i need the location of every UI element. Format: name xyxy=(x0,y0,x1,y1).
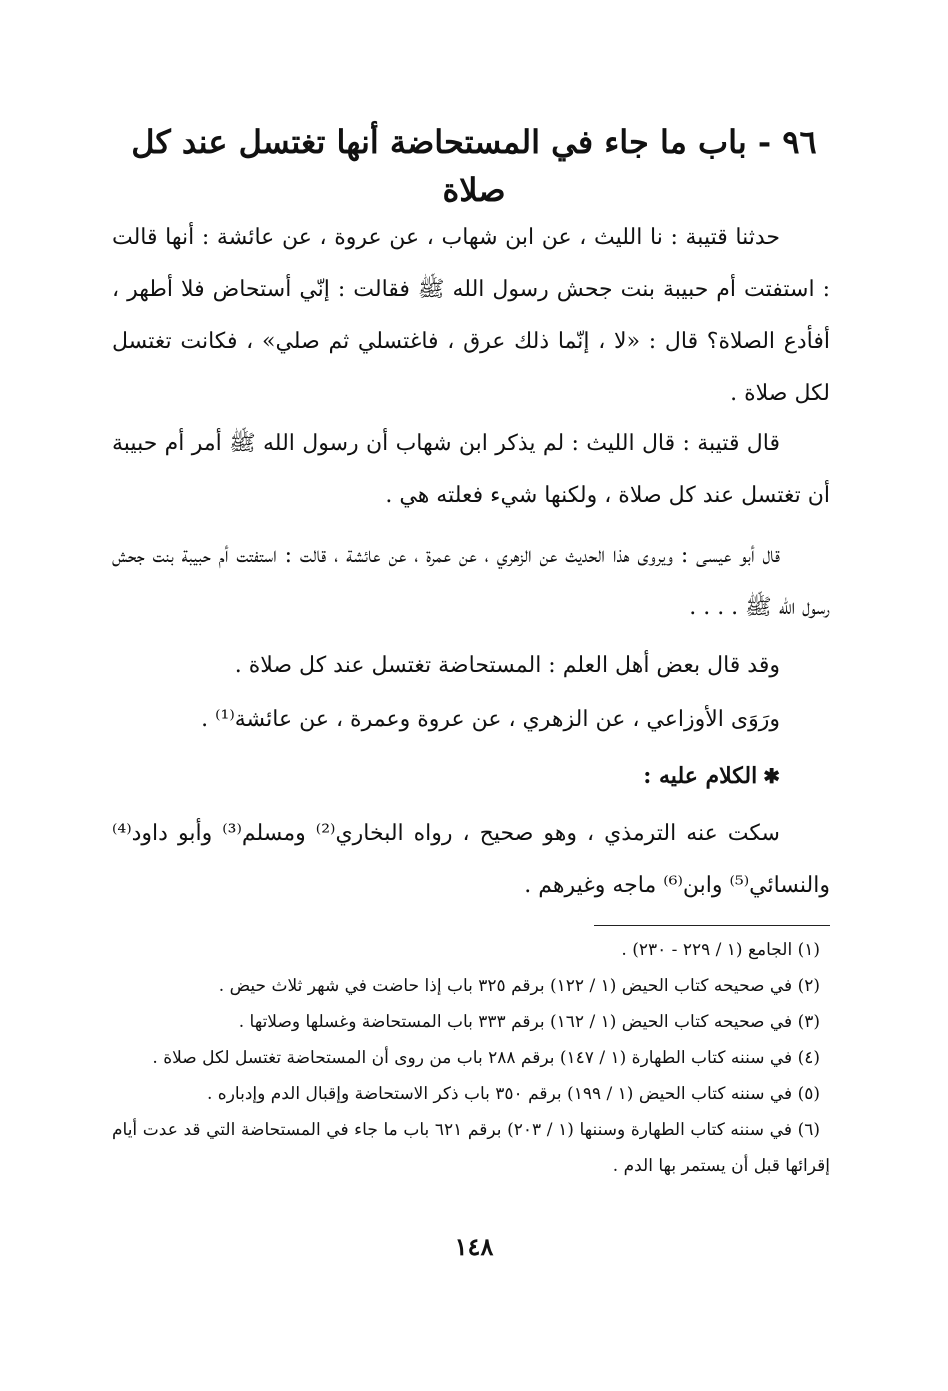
paragraph-text: سكت عنه الترمذي ، وهو صحيح ، رواه البخاري⁽²⁾ ومسلم⁽³⁾ وأبو داود⁽⁴⁾ والنسائي⁽⁵⁾ وابن⁽⁶⁾ ماجه وغيرهم . xyxy=(112,821,830,898)
paragraph-text: قال أبو عيسى : ويروى هذا الحديث عن الزهري ، عن عمرة ، عن عائشة ، قالت : استفتت أم حبيبة بنت جحش رسول الله ﷺ . . . . xyxy=(112,543,830,620)
paragraph-text: وقد قال بعض أهل العلم : المستحاضة تغتسل عند كل صلاة . xyxy=(234,653,780,678)
star-icon: ✱ xyxy=(763,764,780,788)
footnote: (٢) في صحيحه كتاب الحيض (١ / ١٢٢) برقم ٣٢٥ باب إذا حاضت في شهر ثلاث حيض . xyxy=(218,976,820,996)
awzai-paragraph xyxy=(112,694,830,746)
footnote-divider xyxy=(594,925,830,926)
hadith-paragraph xyxy=(112,212,830,420)
footnote: (١) الجامع (١ / ٢٢٩ - ٢٣٠) . xyxy=(621,940,820,960)
kalam-paragraph xyxy=(112,808,830,912)
kalam-heading xyxy=(112,750,830,802)
footnote: (٥) في سننه كتاب الحيض (١ / ١٩٩) برقم ٣٥٠ باب ذكر الاستحاضة وإقبال الدم وإدباره . xyxy=(206,1084,820,1104)
scholars-paragraph xyxy=(112,640,830,692)
footnotes xyxy=(112,932,830,1184)
chapter-title: ٩٦ - باب ما جاء في المستحاضة أنها تغتسل عند كل صلاة xyxy=(131,123,817,209)
kalam-heading-text: الكلام عليه : xyxy=(643,763,758,789)
paragraph-text: قال قتيبة : قال الليث : لم يذكر ابن شهاب أن رسول الله ﷺ أمر أم حبيبة أن تغتسل عند كل صلاة ، ولكنها شيء فعلته هي . xyxy=(112,431,830,508)
paragraph-text: حدثنا قتيبة : نا الليث ، عن ابن شهاب ، عن عروة ، عن عائشة : أنها قالت : استفتت أم حبيبة بنت جحش رسول الله ﷺ فقالت : إنّي أستحاض فلا أطهر ، أفأدع الصلاة؟ قال : «لا ، إنّما ذلك عرق ، فاغتسلي ثم صلي» ، فكانت تغتسل لكل صلاة . xyxy=(112,225,830,406)
footnote: (٦) في سننه كتاب الطهارة وسننها (١ / ٢٠٣) برقم ٦٢١ باب ما جاء في المستحاضة التي قد عدت أيام إقرائها قبل أن يستمر بها الدم . xyxy=(112,1120,830,1176)
page-number: ١٤٨ xyxy=(454,1232,494,1261)
footnote: (٤) في سننه كتاب الطهارة (١ / ١٤٧) برقم ٢٨٨ باب من روى أن المستحاضة تغتسل لكل صلاة . xyxy=(152,1048,820,1068)
footnote: (٣) في صحيحه كتاب الحيض (١ / ١٦٢) برقم ٣٣٣ باب المستحاضة وغسلها وصلاتها . xyxy=(238,1012,820,1032)
abu-isa-paragraph xyxy=(112,530,830,634)
paragraph-text: ورَوَى الأوزاعي ، عن الزهري ، عن عروة وعمرة ، عن عائشة⁽¹⁾ . xyxy=(201,707,780,732)
qutayba-paragraph xyxy=(112,418,830,522)
